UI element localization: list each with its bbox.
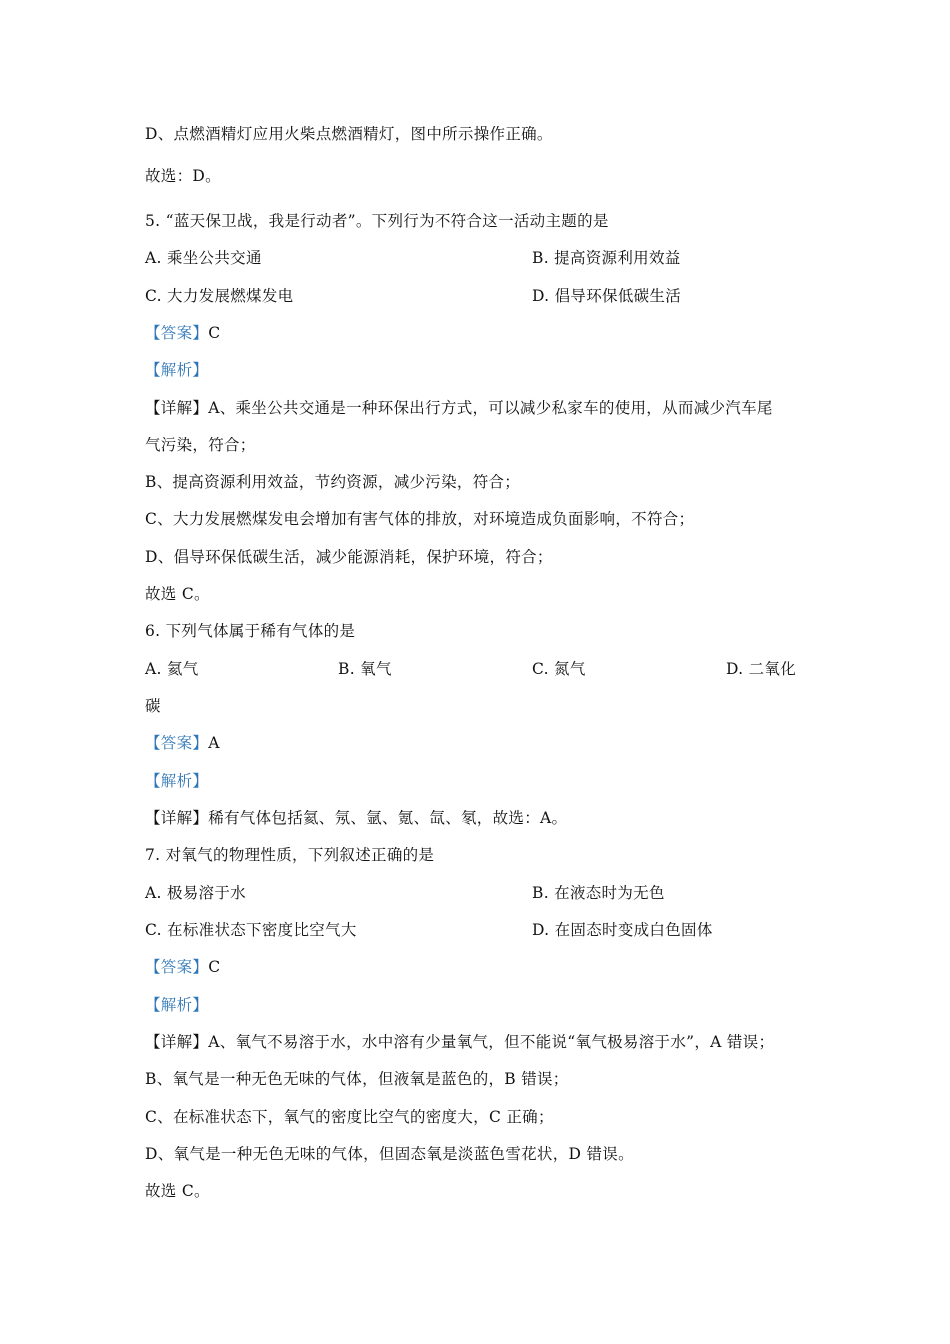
q6-option-b: B. 氧气 — [338, 660, 392, 678]
q5-analysis-tag: 【解析】 — [145, 361, 209, 379]
detail-tag: 【详解】 — [145, 399, 209, 417]
q7-option-a: A. 极易溶于水 — [145, 884, 246, 902]
q7-detail-line1: 【详解】A、氧气不易溶于水，水中溶有少量氧气，但不能说“氧气极易溶于水”，A 错误； — [145, 1033, 775, 1051]
q5-conclusion: 故选 C。 — [145, 585, 210, 603]
q7-detail-line4: D、氧气是一种无色无味的气体，但固态氧是淡蓝色雪花状，D 错误。 — [145, 1145, 634, 1163]
q6-option-d: D. 二氧化 — [726, 660, 797, 678]
q7-option-d: D. 在固态时变成白色固体 — [532, 921, 713, 939]
intro-conclusion: 故选：D。 — [145, 167, 221, 185]
q5-detail-line1: 【详解】A、乘坐公共交通是一种环保出行方式，可以减少私家车的使用，从而减少汽车尾 — [145, 399, 773, 417]
q7-stem: 7. 对氧气的物理性质，下列叙述正确的是 — [145, 846, 435, 864]
answer-value: A — [208, 734, 220, 752]
q7-answer — [145, 957, 220, 977]
q7-conclusion: 故选 C。 — [145, 1182, 210, 1200]
q7-detail-line3: C、在标准状态下，氧气的密度比空气的密度大，C 正确； — [145, 1108, 554, 1126]
q5-option-c: C. 大力发展燃煤发电 — [145, 287, 294, 305]
intro-d-line: D、点燃酒精灯应用火柴点燃酒精灯，图中所示操作正确。 — [145, 125, 553, 143]
answer-tag: 【答案】 — [145, 324, 209, 342]
detail-tag: 【详解】 — [145, 1033, 209, 1051]
q5-detail-line1b: 气污染，符合； — [145, 436, 256, 454]
q7-detail-line2: B、氧气是一种无色无味的气体，但液氧是蓝色的，B 错误； — [145, 1070, 569, 1088]
answer-value: C — [208, 324, 221, 342]
q6-option-c: C. 氮气 — [532, 660, 586, 678]
q5-detail-line3: C、大力发展燃煤发电会增加有害气体的排放，对环境造成负面影响，不符合； — [145, 510, 695, 528]
q5-option-a: A. 乘坐公共交通 — [145, 249, 262, 267]
q5-detail-line2: B、提高资源利用效益，节约资源，减少污染，符合； — [145, 473, 521, 491]
answer-tag: 【答案】 — [145, 734, 209, 752]
q6-stem: 6. 下列气体属于稀有气体的是 — [145, 622, 356, 640]
answer-value: C — [208, 958, 221, 976]
answer-tag: 【答案】 — [145, 958, 209, 976]
q5-stem: 5. “蓝天保卫战，我是行动者”。下列行为不符合这一活动主题的是 — [145, 212, 609, 230]
q6-detail: 【详解】稀有气体包括氦、氖、氩、氪、氙、氡，故选：A。 — [145, 809, 568, 827]
q7-analysis-tag: 【解析】 — [145, 996, 209, 1014]
q6-analysis-tag: 【解析】 — [145, 772, 209, 790]
q5-answer — [145, 323, 220, 343]
detail-tag: 【详解】 — [145, 809, 209, 827]
q6-option-wrap: 碳 — [145, 697, 161, 715]
q5-option-d: D. 倡导环保低碳生活 — [532, 287, 682, 305]
q7-option-b: B. 在液态时为无色 — [532, 884, 665, 902]
q5-detail-line4: D、倡导环保低碳生活，减少能源消耗，保护环境，符合； — [145, 548, 553, 566]
q7-option-c: C. 在标准状态下密度比空气大 — [145, 921, 357, 939]
q6-answer — [145, 733, 220, 753]
q5-option-b: B. 提高资源利用效益 — [532, 249, 681, 267]
q6-option-a: A. 氦气 — [145, 660, 199, 678]
